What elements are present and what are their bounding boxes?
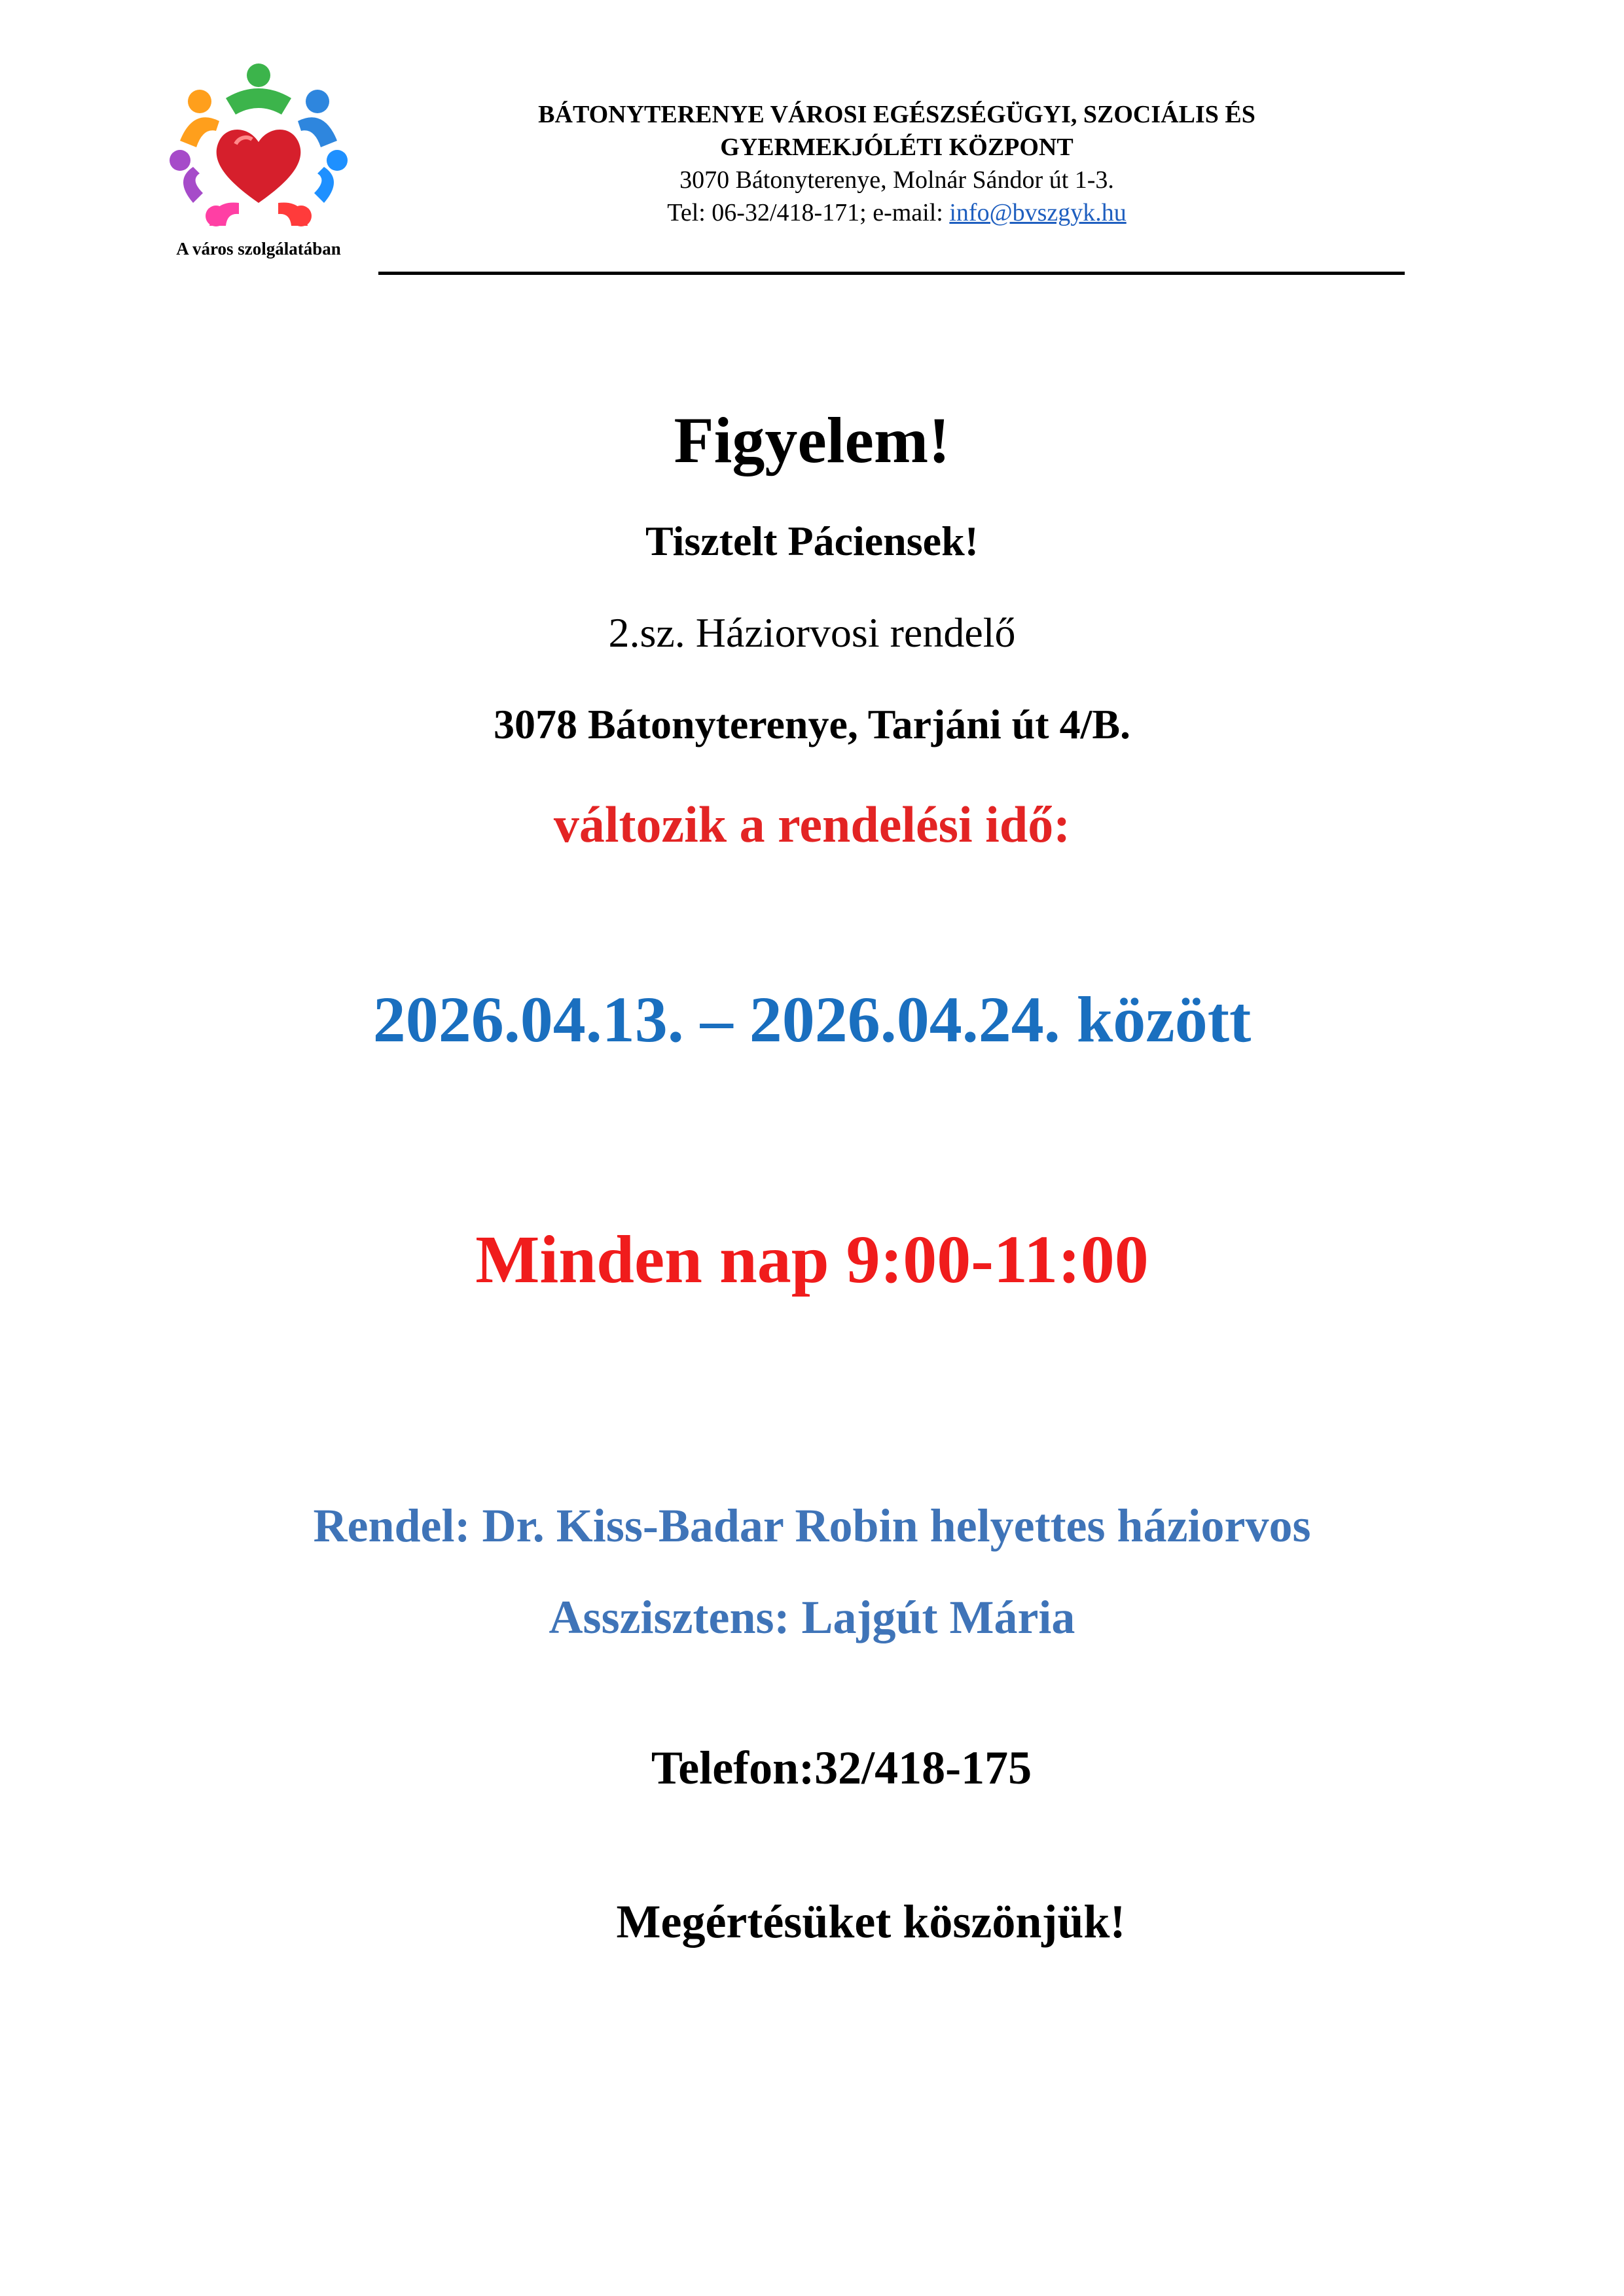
organization-address: 3070 Bátonyterenye, Molnár Sándor út 1-3. (679, 166, 1114, 194)
phone-line: Telefon:32/418-175 (651, 1742, 1032, 1794)
organization-logo (128, 62, 389, 278)
notice-heading: Figyelem! (674, 404, 950, 476)
header-divider (378, 272, 1405, 275)
assistant-line: Asszisztens: Lajgút Mária (549, 1591, 1075, 1643)
people-heart-logo-icon (128, 62, 389, 239)
doctor-line: Rendel: Dr. Kiss-Badar Robin helyettes háziorvos (313, 1499, 1311, 1552)
change-note: változik a rendelési idő: (553, 796, 1071, 853)
date-range: 2026.04.13. – 2026.04.24. között (372, 983, 1252, 1056)
logo-caption: A város szolgálatában (176, 239, 341, 259)
closing-line: Megértésüket köszönjük! (616, 1895, 1126, 1948)
email-link[interactable]: info@bvszgyk.hu (949, 199, 1127, 226)
organization-contact (386, 196, 1407, 229)
office-hours: Minden nap 9:00-11:00 (475, 1222, 1149, 1297)
practice-address: 3078 Bátonyterenye, Tarjáni út 4/B. (493, 701, 1131, 747)
organization-name-line2: GYERMEKJÓLÉTI KÖZPONT (720, 134, 1074, 161)
organization-name-line1: BÁTONYTERENYE VÁROSI EGÉSZSÉGÜGYI, SZOCIÁLIS ÉS (538, 101, 1255, 128)
contact-prefix: Tel: 06-32/418-171; e-mail: (667, 199, 950, 226)
notice-salutation: Tisztelt Páciensek! (645, 518, 979, 564)
practice-name: 2.sz. Háziorvosi rendelő (608, 609, 1016, 656)
letterhead (386, 98, 1407, 229)
